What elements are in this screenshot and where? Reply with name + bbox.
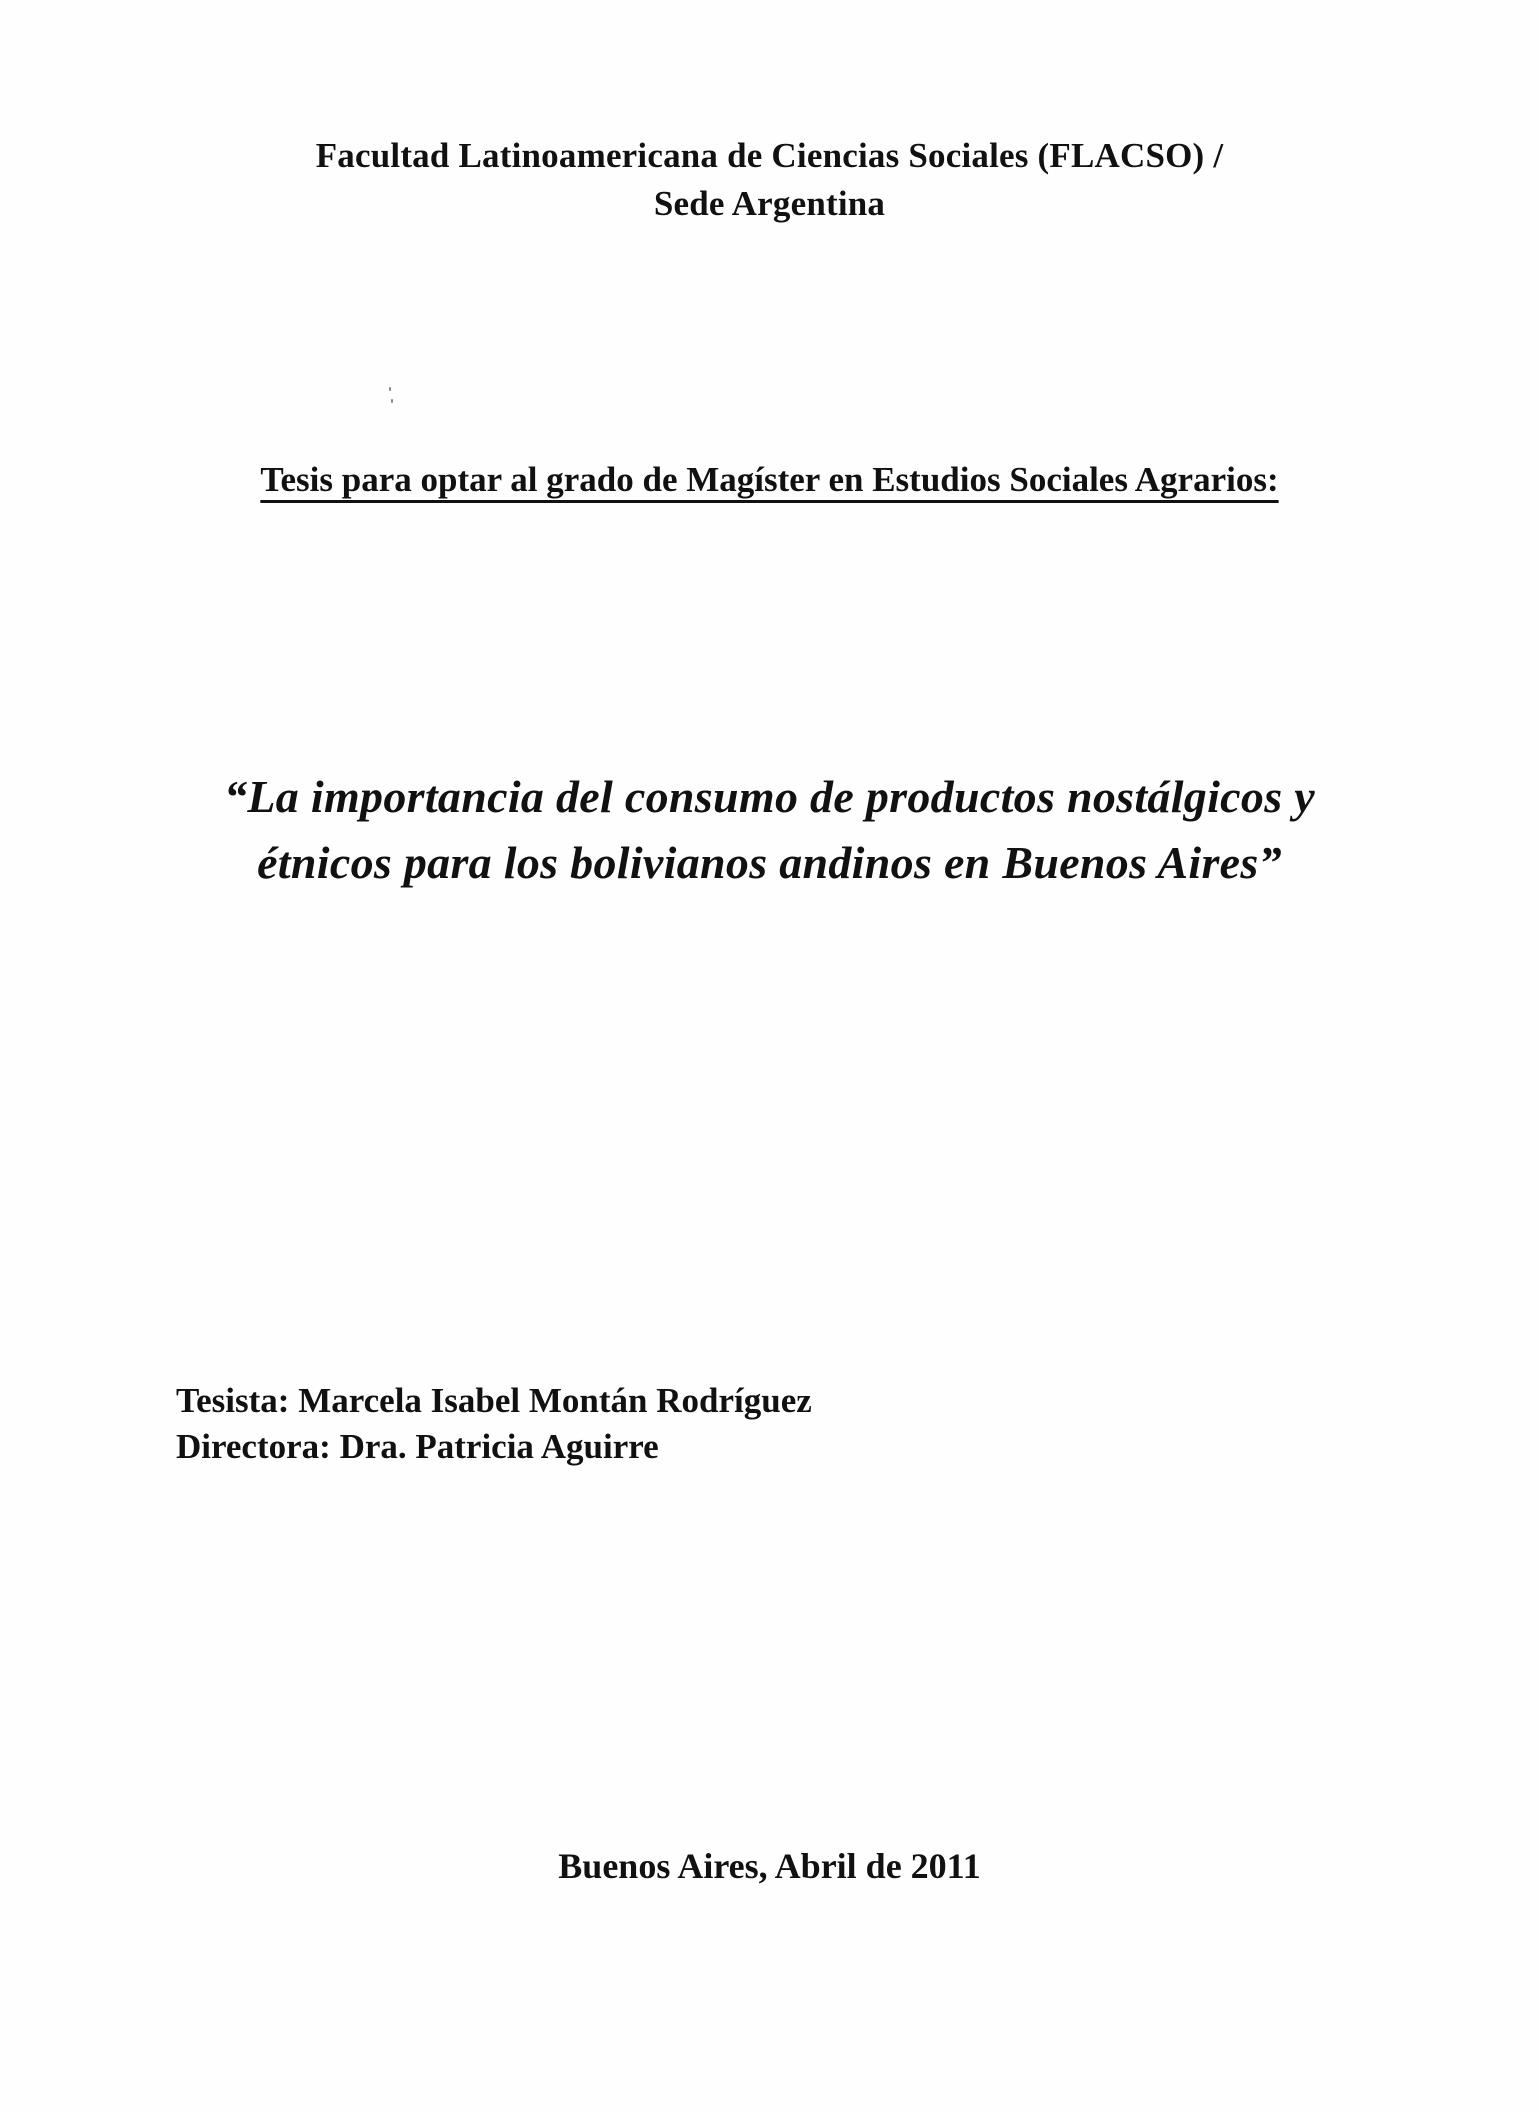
- thesis-title-line-1: “La importancia del consumo de productos nostálgicos y: [224, 771, 1315, 822]
- scan-speck: [391, 399, 393, 403]
- institution-name-line-2: Sede Argentina: [653, 184, 886, 223]
- thesis-title-line-2: étnicos para los bolivianos andinos en Buenos Aires”: [257, 837, 1282, 888]
- place-and-date: Buenos Aires, Abril de 2011: [558, 1846, 981, 1886]
- degree-heading: Tesis para optar al grado de Magíster en Estudios Sociales Agrarios:: [260, 460, 1279, 499]
- director-line: Directora: Dra. Patricia Aguirre: [176, 1427, 659, 1466]
- scan-speck: [389, 387, 391, 391]
- author-line: Tesista: Marcela Isabel Montán Rodríguez: [176, 1381, 812, 1420]
- institution-name-line-1: Facultad Latinoamericana de Ciencias Sociales (FLACSO) /: [315, 136, 1224, 175]
